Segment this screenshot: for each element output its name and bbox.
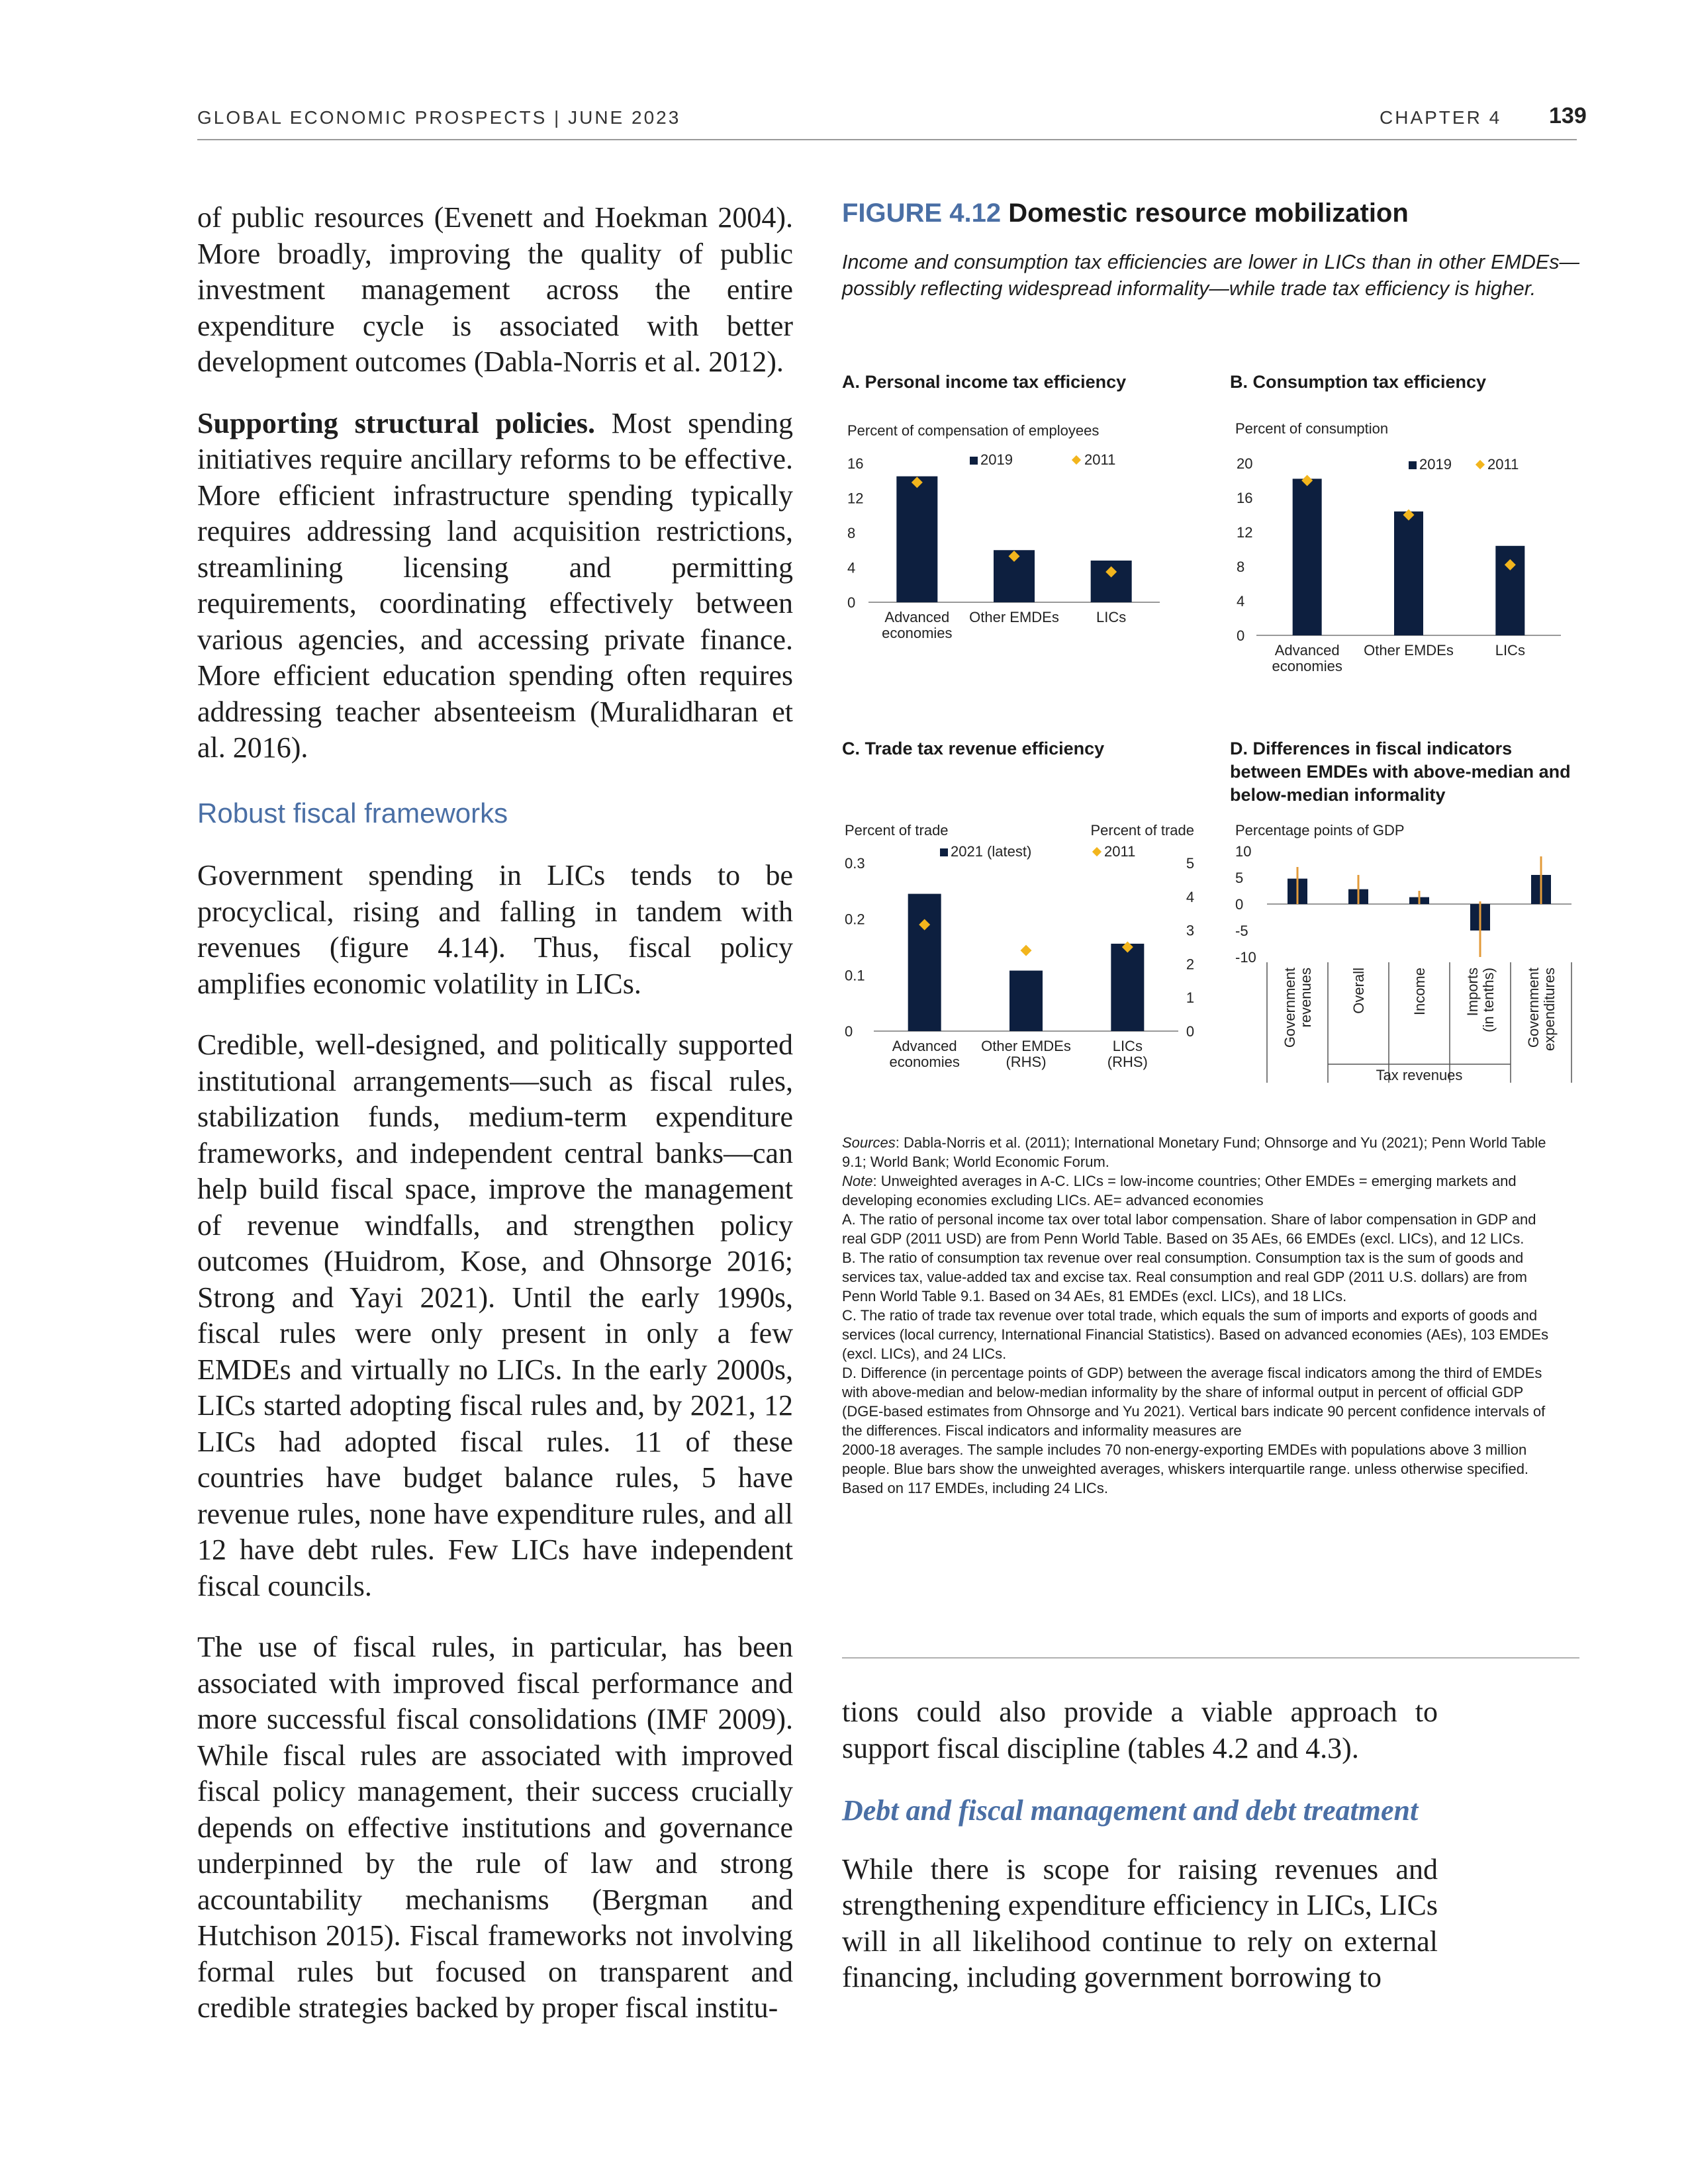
panel-a-y-label: Percent of compensation of employees — [847, 422, 1100, 439]
group-label: Tax revenues — [1376, 1067, 1463, 1083]
y-tick-label: 8 — [1237, 559, 1245, 575]
paragraph: Credible, well-designed, and politically supported institutional arrangements—such as fiscal rules, stabilization funds, medium-term expenditure frameworks, and independent central banks—can help build fiscal space, improve the management of revenue windfalls, and strengthen policy outcomes (Huidrom, Kose, and Ohnsorge 2016; Strong and Yayi 2021). Until the early 1990s, fiscal rules were only present in only a few EMDEs and virtually no LICs. In the early 2000s, LICs started adopting fiscal rules and, by 2021, 12 LICs had adopted fiscal rules. 11 of these countries have budget balance rules, 5 have revenue rules, none have expenditure rules, and all 12 have debt rules. Few LICs have independent fiscal councils. — [197, 1028, 793, 1602]
right-column — [842, 1694, 1438, 1996]
left-column — [197, 200, 793, 2026]
legend-bar-swatch — [940, 848, 948, 856]
y-tick-label: 16 — [847, 455, 864, 472]
subsection-heading: Debt and fiscal management and debt treatment — [842, 1794, 1419, 1827]
note-d-continued: 2000-18 averages. The sample includes 70 non-energy-exporting EMDEs with populations above 3 million people. Blue bars show the unweighted averages, whiskers interquartile range. unless otherwise specified. Based on 117 EMDEs, including 24 LICs. — [842, 1441, 1529, 1496]
figure-subtitle: Income and consumption tax efficiencies are lower in LICs than in other EMDEs—possibly reflecting widespread informality—while trade tax efficiency is higher. — [842, 251, 1579, 300]
figure-number: FIGURE 4.12 — [842, 199, 1002, 228]
x-tick-label: Income — [1411, 968, 1428, 1016]
panel-a-plot — [847, 455, 1160, 641]
y-tick-label: 12 — [847, 490, 864, 507]
paragraph: tions could also provide a viable approach to support fiscal discipline (tables 4.2 and 4.3). — [842, 1696, 1438, 1764]
y-tick-label: -5 — [1235, 923, 1248, 939]
y-tick-label: 12 — [1237, 524, 1253, 541]
y-tick-label: 0 — [1235, 896, 1244, 913]
running-header-title: GLOBAL ECONOMIC PROSPECTS | JUNE 2023 — [197, 107, 681, 128]
paragraph: of public resources (Evenett and Hoekman 2004). More broadly, improving the quality of public investment management across the entire expenditure cycle is associated with better development outcomes (Dabla-Norris et al. 2012). — [197, 201, 793, 378]
x-tick-label: Other EMDEs — [969, 609, 1059, 625]
legend-label: 2019 — [980, 451, 1013, 468]
bar — [896, 477, 937, 602]
chart-panel-d — [1230, 818, 1581, 1096]
note-a: A. The ratio of personal income tax over total labor compensation. Share of labor compensation in GDP and real GDP (2011 USD) are from Penn World Table. Based on 35 AEs, 66 EMDEs (excl. LICs), and 12 LICs. — [842, 1211, 1536, 1247]
y-tick-label: 0.3 — [845, 855, 865, 872]
y-tick-label-right: 4 — [1186, 888, 1195, 905]
page-number: 139 — [1549, 103, 1587, 128]
note-text: : Unweighted averages in A-C. LICs = low-income countries; Other EMDEs = emerging markets and developing economies excluding LICs. AE= advanced economies — [842, 1173, 1517, 1208]
chart-panel-c — [834, 818, 1211, 1096]
paragraph: While there is scope for raising revenues and strengthening expenditure efficiency in LICs, LICs will in all likelihood continue to rely on external financing, including government borrowing to — [842, 1852, 1438, 1993]
panel-c-y-label: Percent of trade — [845, 822, 949, 839]
x-tick-label: Overall — [1350, 968, 1367, 1014]
x-tick-label: LICs (RHS) — [1107, 1038, 1148, 1070]
panel-d-y-label: Percentage points of GDP — [1235, 822, 1405, 839]
sources-note — [842, 1133, 1564, 1171]
legend-bar-swatch — [970, 457, 978, 465]
y-tick-label: 4 — [847, 559, 856, 576]
section-heading: Robust fiscal frameworks — [197, 797, 508, 829]
figure-notes — [842, 1133, 1564, 1498]
paragraph-lead: Supporting structural policies. — [197, 406, 595, 439]
panel-d-title: D. Differences in fiscal indicators between EMDEs with above-median and below-median informality — [1230, 739, 1571, 805]
x-tick-label: Governmentrevenues — [1282, 968, 1314, 1048]
x-tick-label: Imports(in tenths) — [1464, 968, 1497, 1032]
x-tick-label: Other EMDEs — [1364, 642, 1454, 659]
panel-a-title: A. Personal income tax efficiency — [842, 372, 1127, 392]
y-tick-label: 10 — [1235, 843, 1252, 860]
panel-d-plot — [1235, 843, 1571, 1083]
y-tick-label-right: 5 — [1186, 855, 1195, 872]
legend-label: 2011 — [1487, 456, 1519, 473]
legend-marker-swatch — [1476, 460, 1485, 469]
chart-panel-a — [842, 417, 1213, 695]
general-note — [842, 1171, 1564, 1210]
y-tick-label: 20 — [1237, 455, 1253, 472]
panel-c-y-label-right: Percent of trade — [1090, 822, 1194, 839]
header-rule — [197, 139, 1577, 140]
x-tick-label: LICs — [1495, 642, 1525, 659]
y-tick-label: 0 — [847, 594, 856, 611]
y-tick-label-right: 2 — [1186, 956, 1195, 973]
panel-b-legend — [1409, 456, 1519, 473]
panel-b-plot — [1237, 455, 1561, 674]
x-tick-label: LICs — [1096, 609, 1127, 625]
y-tick-label: 0 — [1237, 627, 1245, 644]
bar — [1394, 512, 1423, 635]
figure-title — [842, 199, 1409, 228]
note-c: C. The ratio of trade tax revenue over total trade, which equals the sum of imports and exports of goods and services (local currency, International Financial Statistics). Based on advanced economies (AEs), 103 EMDEs (excl. LICs), and 24 LICs. — [842, 1307, 1549, 1362]
x-tick-label: Advanced economies — [1272, 642, 1342, 674]
bar — [1009, 971, 1043, 1031]
y-tick-label: 4 — [1237, 593, 1245, 610]
y-tick-label: 16 — [1237, 490, 1253, 506]
x-tick-label: Governmentexpenditures — [1525, 968, 1558, 1051]
y-tick-label-right: 0 — [1186, 1023, 1195, 1040]
note-b: B. The ratio of consumption tax revenue over real consumption. Consumption tax is the sum of goods and services tax, value-added tax and excise tax. Real consumption and real GDP (2011 U.S. dollars) are from Penn World Table 9.1. Based on 34 AEs, 81 EMDEs (excl. LICs), and 18 LICs. — [842, 1250, 1527, 1304]
y-tick-label: -10 — [1235, 949, 1256, 966]
x-tick-label: Advanced economies — [889, 1038, 960, 1070]
paragraph-body: Most spending initiatives require ancillary reforms to be effective. More efficient infrastructure spending typically requires addressing land acquisition restrictions, streamlining licensing and permitting requirements, coordinating effectively between various agencies, and accessing private finance. More efficient education spending often requires addressing teacher absenteeism (Muralidharan et al. 2016). — [197, 406, 793, 764]
sources-label: Sources — [842, 1134, 896, 1151]
sources-text: : Dabla-Norris et al. (2011); International Monetary Fund; Ohnsorge and Yu (2021); Penn World Table 9.1; World Bank; World Economic Forum. — [842, 1134, 1546, 1170]
y-tick-label: 5 — [1235, 870, 1244, 886]
paragraph — [197, 406, 793, 766]
panel-b-y-label: Percent of consumption — [1235, 420, 1389, 437]
paragraph: The use of fiscal rules, in particular, has been associated with improved fiscal performance and more successful fiscal consolidations (IMF 2009). While fiscal rules are associated with improved fiscal policy management, their success crucially depends on effective institutions and governance underpinned by the rule of law and strong accountability mechanisms (Bergman and Hutchison 2015). Fiscal frameworks not involving formal rules but focused on transparent and credible strategies backed by proper fiscal institu- — [197, 1631, 793, 2024]
bar — [1111, 944, 1144, 1031]
legend-bar-swatch — [1409, 461, 1417, 469]
y-tick-label: 8 — [847, 525, 856, 541]
panel-b-title: B. Consumption tax efficiency — [1230, 372, 1487, 392]
legend-label: 2021 (latest) — [951, 843, 1032, 860]
legend-marker-swatch — [1072, 455, 1081, 465]
y-tick-label-right: 1 — [1186, 989, 1195, 1007]
y-tick-label: 0 — [845, 1023, 853, 1040]
x-tick-label: Advanced economies — [882, 609, 953, 641]
figure-title-text: Domestic resource mobilization — [1008, 199, 1409, 228]
note-label: Note — [842, 1173, 873, 1189]
y-tick-label: 0.1 — [845, 967, 865, 984]
legend-marker-swatch — [1092, 847, 1102, 856]
figure-bottom-rule — [842, 1657, 1579, 1659]
legend-label: 2019 — [1419, 456, 1452, 473]
x-tick-label: Other EMDEs (RHS) — [981, 1038, 1071, 1070]
y-tick-label: 0.2 — [845, 911, 865, 928]
running-header-chapter: CHAPTER 4 — [1380, 107, 1502, 128]
panel-a-legend — [970, 451, 1115, 468]
legend-label: 2011 — [1104, 843, 1136, 860]
panel-c-plot — [845, 855, 1194, 1070]
legend-label: 2011 — [1084, 451, 1116, 468]
bar — [1293, 478, 1322, 635]
note-d: D. Difference (in percentage points of GDP) between the average fiscal indicators among the third of EMDEs with above-median and below-median informality by the share of informal output in percent of official GDP (DGE-based estimates from Ohnsorge and Yu 2021). Vertical bars indicate 90 percent confidence intervals of the differences. Fiscal indicators and informality measures are — [842, 1365, 1546, 1439]
chart-panel-b — [1230, 417, 1581, 695]
marker — [1021, 945, 1032, 956]
panel-c-legend — [940, 843, 1135, 860]
bar — [908, 894, 941, 1031]
panel-c-title: C. Trade tax revenue efficiency — [842, 739, 1105, 758]
y-tick-label-right: 3 — [1186, 922, 1195, 939]
paragraph: Government spending in LICs tends to be procyclical, rising and falling in tandem with revenues (figure 4.14). Thus, fiscal policy amplifies economic volatility in LICs. — [197, 859, 793, 1000]
